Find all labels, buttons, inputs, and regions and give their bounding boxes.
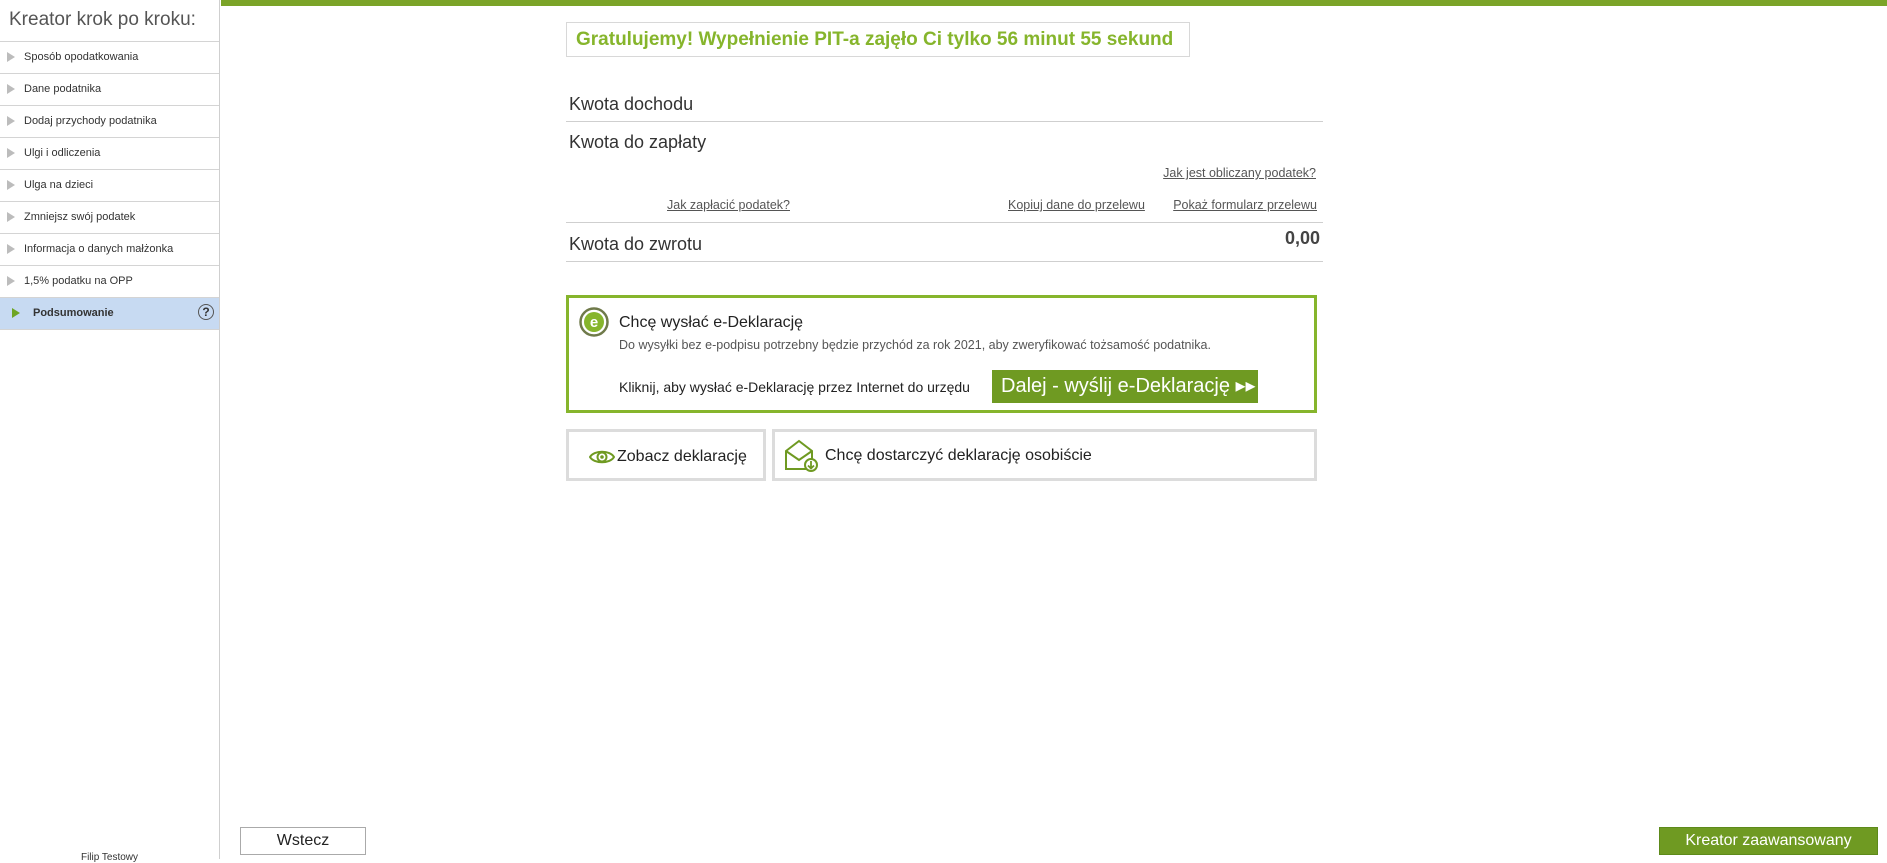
- play-arrow-icon: [7, 180, 15, 190]
- send-e-declaration-button[interactable]: Dalej - wyślij e-Deklarację ▸▸: [992, 370, 1258, 403]
- sidebar-item-label: Dane podatnika: [24, 83, 102, 95]
- help-icon[interactable]: ?: [198, 304, 214, 320]
- how-to-pay-link[interactable]: Jak zapłacić podatek?: [667, 198, 790, 212]
- sidebar-item-podsumowanie[interactable]: [0, 298, 219, 330]
- play-arrow-icon: [7, 148, 15, 158]
- sidebar-item-przychody[interactable]: [0, 106, 219, 138]
- top-accent-bar: [221, 0, 1887, 6]
- play-arrow-icon: [7, 244, 15, 254]
- user-name: Filip Testowy: [80, 852, 139, 863]
- sidebar-item-label: Dodaj przychody podatnika: [24, 115, 157, 127]
- play-arrow-icon: [12, 308, 20, 318]
- play-arrow-icon: [7, 212, 15, 222]
- advanced-wizard-button[interactable]: Kreator zaawansowany: [1659, 827, 1878, 855]
- copy-transfer-link[interactable]: Kopiuj dane do przelewu: [1008, 198, 1145, 212]
- deliver-personally-button[interactable]: [772, 429, 1317, 481]
- back-button[interactable]: Wstecz: [240, 827, 366, 855]
- sidebar-item-dane-podatnika[interactable]: [0, 74, 219, 106]
- play-arrow-icon: [7, 276, 15, 286]
- e-declaration-panel: [566, 295, 1317, 413]
- e-letter: e: [589, 314, 599, 331]
- view-declaration-button[interactable]: [566, 429, 766, 481]
- sidebar-item-label: Ulga na dzieci: [24, 179, 94, 191]
- envelope-download-icon: [783, 437, 819, 473]
- income-label: Kwota dochodu: [569, 94, 694, 114]
- refund-value: 0,00: [1284, 228, 1320, 248]
- sidebar-item-label: Zmniejsz swój podatek: [24, 211, 136, 223]
- play-arrow-icon: [7, 84, 15, 94]
- show-transfer-form-link[interactable]: Pokaż formularz przelewu: [1173, 198, 1317, 212]
- sidebar-item-malzonek[interactable]: [0, 234, 219, 266]
- divider: [566, 261, 1323, 262]
- eye-icon: [589, 448, 615, 466]
- sidebar-item-ulgi[interactable]: [0, 138, 219, 170]
- refund-label: Kwota do zwrotu: [569, 234, 703, 254]
- sidebar-item-label: Podsumowanie: [33, 307, 114, 319]
- view-declaration-label: Zobacz deklarację: [617, 448, 747, 465]
- sidebar-item-label: Sposób opodatkowania: [24, 51, 139, 63]
- sidebar-item-sposob-opodatkowania[interactable]: [0, 42, 219, 74]
- sidebar-item-label: 1,5% podatku na OPP: [24, 275, 133, 287]
- congrats-banner: Gratulujemy! Wypełnienie PIT-a zajęło Ci tylko 56 minut 55 sekund: [566, 22, 1190, 57]
- sidebar-item-label: Ulgi i odliczenia: [24, 147, 101, 159]
- sidebar-item-zmniejsz-podatek[interactable]: [0, 202, 219, 234]
- play-arrow-icon: [7, 52, 15, 62]
- how-calculated-link[interactable]: Jak jest obliczany podatek?: [1163, 166, 1316, 180]
- sidebar-title: Kreator krok po kroku:: [0, 0, 219, 42]
- e-declaration-description: Do wysyłki bez e-podpisu potrzebny będzie przychód za rok 2021, aby zweryfikować tożsamość podatnika.: [619, 338, 1211, 352]
- sidebar-item-opp[interactable]: [0, 266, 219, 298]
- e-declaration-cta-label: Kliknij, aby wysłać e-Deklarację przez Internet do urzędu: [619, 379, 970, 395]
- tax-due-label: Kwota do zapłaty: [569, 132, 707, 152]
- e-declaration-icon: [579, 307, 609, 337]
- divider: [566, 121, 1323, 122]
- sidebar-item-label: Informacja o danych małżonka: [24, 243, 174, 255]
- sidebar-item-ulga-na-dzieci[interactable]: [0, 170, 219, 202]
- deliver-personally-label: Chcę dostarczyć deklarację osobiście: [825, 447, 1092, 464]
- play-arrow-icon: [7, 116, 15, 126]
- divider: [566, 222, 1323, 223]
- e-declaration-title: Chcę wysłać e-Deklarację: [619, 314, 804, 331]
- sidebar: [0, 0, 220, 863]
